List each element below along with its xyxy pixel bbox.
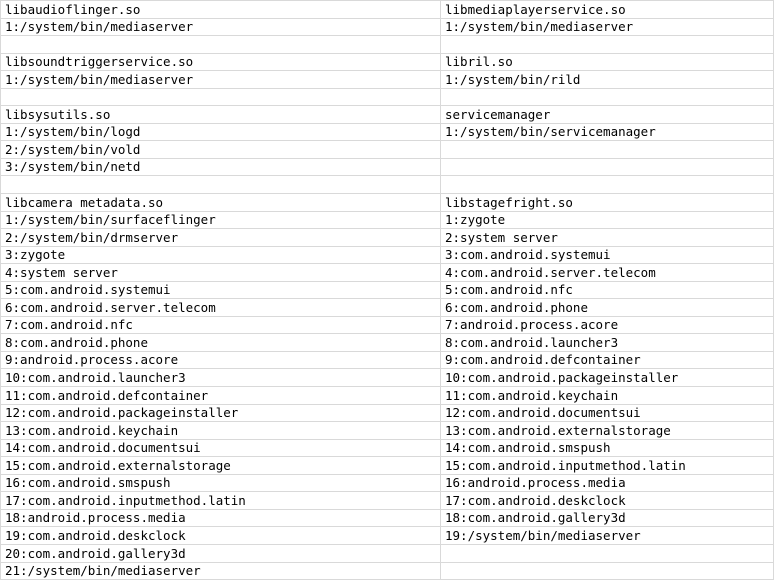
table-row: [1, 334, 774, 352]
cell-column-a[interactable]: libsoundtriggerservice.so: [1, 53, 441, 71]
table-row: [1, 281, 774, 299]
cell-column-a[interactable]: [1, 88, 441, 106]
table-row: [1, 387, 774, 405]
cell-column-b[interactable]: [441, 141, 774, 159]
table-row: [1, 88, 774, 106]
cell-column-b[interactable]: [441, 88, 774, 106]
cell-column-a[interactable]: 11:com.android.defcontainer: [1, 387, 441, 405]
cell-column-b[interactable]: libstagefright.so: [441, 194, 774, 212]
table-row: [1, 158, 774, 176]
cell-column-b[interactable]: 2:system server: [441, 229, 774, 247]
table-row: [1, 18, 774, 36]
table-row: [1, 1, 774, 19]
cell-column-a[interactable]: 1:/system/bin/surfaceflinger: [1, 211, 441, 229]
table-row: [1, 509, 774, 527]
table-row: [1, 369, 774, 387]
cell-column-a[interactable]: 18:android.process.media: [1, 509, 441, 527]
cell-column-b[interactable]: 9:com.android.defcontainer: [441, 351, 774, 369]
cell-column-b[interactable]: 11:com.android.keychain: [441, 387, 774, 405]
table-row: [1, 527, 774, 545]
cell-column-a[interactable]: [1, 36, 441, 54]
cell-column-a[interactable]: 19:com.android.deskclock: [1, 527, 441, 545]
table-body: [1, 1, 774, 580]
cell-column-a[interactable]: 3:zygote: [1, 246, 441, 264]
cell-column-a[interactable]: 1:/system/bin/logd: [1, 123, 441, 141]
cell-column-a[interactable]: 4:system server: [1, 264, 441, 282]
cell-column-b[interactable]: 3:com.android.systemui: [441, 246, 774, 264]
table-row: [1, 246, 774, 264]
cell-column-b[interactable]: 18:com.android.gallery3d: [441, 509, 774, 527]
cell-column-a[interactable]: libcamera metadata.so: [1, 194, 441, 212]
cell-column-b[interactable]: 1:zygote: [441, 211, 774, 229]
cell-column-a[interactable]: libaudioflinger.so: [1, 1, 441, 19]
cell-column-b[interactable]: 8:com.android.launcher3: [441, 334, 774, 352]
cell-column-a[interactable]: 20:com.android.gallery3d: [1, 544, 441, 562]
cell-column-a[interactable]: 1:/system/bin/mediaserver: [1, 71, 441, 89]
cell-column-b[interactable]: libril.so: [441, 53, 774, 71]
table-row: [1, 457, 774, 475]
table-row: [1, 351, 774, 369]
table-row: [1, 211, 774, 229]
table-row: [1, 439, 774, 457]
cell-column-b[interactable]: [441, 544, 774, 562]
cell-column-b[interactable]: 1:/system/bin/servicemanager: [441, 123, 774, 141]
cell-column-a[interactable]: 14:com.android.documentsui: [1, 439, 441, 457]
table-row: [1, 36, 774, 54]
table-row: [1, 299, 774, 317]
cell-column-b[interactable]: libmediaplayerservice.so: [441, 1, 774, 19]
table-row: [1, 194, 774, 212]
cell-column-a[interactable]: 3:/system/bin/netd: [1, 158, 441, 176]
cell-column-a[interactable]: 10:com.android.launcher3: [1, 369, 441, 387]
table-row: [1, 544, 774, 562]
cell-column-a[interactable]: 5:com.android.systemui: [1, 281, 441, 299]
cell-column-b[interactable]: 13:com.android.externalstorage: [441, 422, 774, 440]
cell-column-a[interactable]: 7:com.android.nfc: [1, 316, 441, 334]
cell-column-b[interactable]: 16:android.process.media: [441, 474, 774, 492]
table-row: [1, 316, 774, 334]
cell-column-a[interactable]: 2:/system/bin/vold: [1, 141, 441, 159]
table-row: [1, 474, 774, 492]
cell-column-a[interactable]: [1, 176, 441, 194]
table-row: [1, 106, 774, 124]
table-row: [1, 264, 774, 282]
cell-column-a[interactable]: 8:com.android.phone: [1, 334, 441, 352]
cell-column-a[interactable]: 6:com.android.server.telecom: [1, 299, 441, 317]
table-row: [1, 53, 774, 71]
cell-column-b[interactable]: 7:android.process.acore: [441, 316, 774, 334]
cell-column-b[interactable]: 19:/system/bin/mediaserver: [441, 527, 774, 545]
cell-column-a[interactable]: 12:com.android.packageinstaller: [1, 404, 441, 422]
cell-column-a[interactable]: 2:/system/bin/drmserver: [1, 229, 441, 247]
cell-column-a[interactable]: 13:com.android.keychain: [1, 422, 441, 440]
cell-column-b[interactable]: 1:/system/bin/mediaserver: [441, 18, 774, 36]
cell-column-b[interactable]: servicemanager: [441, 106, 774, 124]
cell-column-b[interactable]: [441, 36, 774, 54]
cell-column-a[interactable]: 9:android.process.acore: [1, 351, 441, 369]
table-row: [1, 562, 774, 580]
cell-column-a[interactable]: 1:/system/bin/mediaserver: [1, 18, 441, 36]
cell-column-b[interactable]: 4:com.android.server.telecom: [441, 264, 774, 282]
table-row: [1, 422, 774, 440]
cell-column-a[interactable]: 21:/system/bin/mediaserver: [1, 562, 441, 580]
cell-column-b[interactable]: 5:com.android.nfc: [441, 281, 774, 299]
cell-column-b[interactable]: 12:com.android.documentsui: [441, 404, 774, 422]
table-row: [1, 71, 774, 89]
cell-column-b[interactable]: 10:com.android.packageinstaller: [441, 369, 774, 387]
cell-column-a[interactable]: 17:com.android.inputmethod.latin: [1, 492, 441, 510]
cell-column-b[interactable]: 15:com.android.inputmethod.latin: [441, 457, 774, 475]
cell-column-a[interactable]: 15:com.android.externalstorage: [1, 457, 441, 475]
table-row: [1, 492, 774, 510]
table-row: [1, 404, 774, 422]
cell-column-b[interactable]: [441, 562, 774, 580]
cell-column-b[interactable]: 1:/system/bin/rild: [441, 71, 774, 89]
cell-column-b[interactable]: [441, 176, 774, 194]
cell-column-b[interactable]: [441, 158, 774, 176]
table-row: [1, 229, 774, 247]
cell-column-b[interactable]: 6:com.android.phone: [441, 299, 774, 317]
cell-column-b[interactable]: 17:com.android.deskclock: [441, 492, 774, 510]
table-row: [1, 123, 774, 141]
table-row: [1, 141, 774, 159]
table-row: [1, 176, 774, 194]
cell-column-b[interactable]: 14:com.android.smspush: [441, 439, 774, 457]
cell-column-a[interactable]: libsysutils.so: [1, 106, 441, 124]
cell-column-a[interactable]: 16:com.android.smspush: [1, 474, 441, 492]
